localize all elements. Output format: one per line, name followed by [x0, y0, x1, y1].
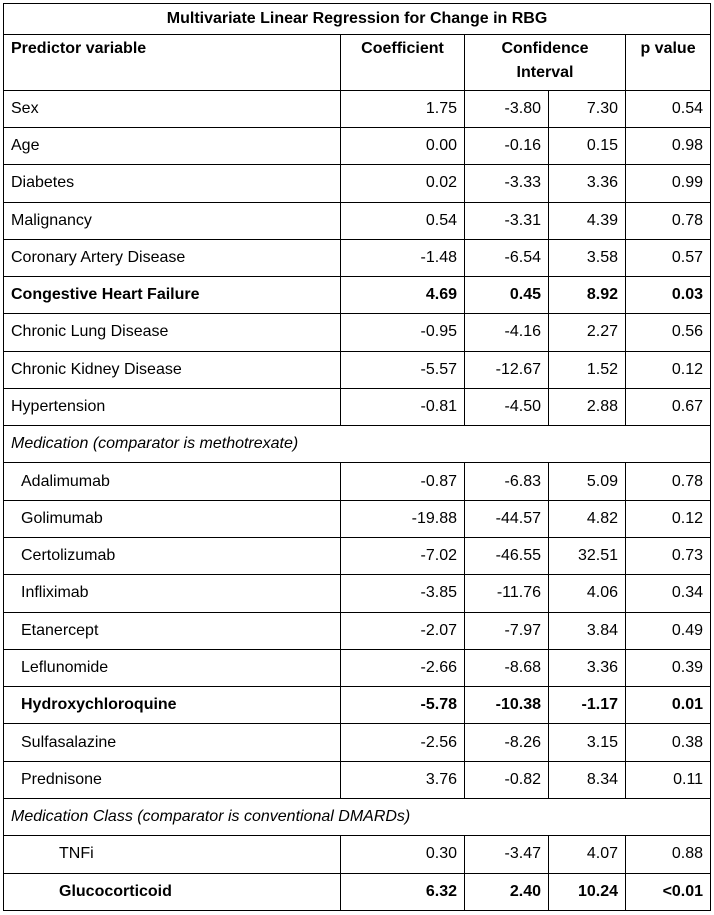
ci-lower-cell: -3.31: [465, 202, 549, 239]
coefficient-cell: 4.69: [341, 277, 465, 314]
row-label: Malignancy: [4, 202, 341, 239]
coefficient-cell: 0.02: [341, 165, 465, 202]
ci-upper-cell: 3.36: [549, 165, 626, 202]
coefficient-cell: -3.85: [341, 575, 465, 612]
ci-lower-cell: -46.55: [465, 538, 549, 575]
header-predictor: Predictor variable: [4, 35, 341, 90]
coefficient-cell: -1.48: [341, 239, 465, 276]
ci-lower-cell: -7.97: [465, 612, 549, 649]
table-row: [4, 612, 711, 649]
ci-upper-cell: 4.07: [549, 836, 626, 873]
table-row: [4, 575, 711, 612]
row-label: Hydroxychloroquine: [4, 687, 341, 724]
p-value-cell: 0.39: [626, 649, 711, 686]
ci-upper-cell: 3.58: [549, 239, 626, 276]
ci-upper-cell: 4.39: [549, 202, 626, 239]
header-p-value: p value: [626, 35, 711, 90]
table-row: [4, 127, 711, 164]
coefficient-cell: -2.66: [341, 649, 465, 686]
table-row: [4, 538, 711, 575]
table-row: [4, 239, 711, 276]
coefficient-cell: -0.87: [341, 463, 465, 500]
coefficient-cell: 0.00: [341, 127, 465, 164]
ci-upper-cell: 8.92: [549, 277, 626, 314]
coefficient-cell: 0.54: [341, 202, 465, 239]
coefficient-cell: -5.57: [341, 351, 465, 388]
ci-lower-cell: -8.68: [465, 649, 549, 686]
ci-lower-cell: -4.50: [465, 388, 549, 425]
ci-lower-cell: -3.80: [465, 90, 549, 127]
ci-upper-cell: 3.15: [549, 724, 626, 761]
p-value-cell: 0.98: [626, 127, 711, 164]
coefficient-cell: -0.95: [341, 314, 465, 351]
coefficient-cell: -2.07: [341, 612, 465, 649]
row-label: Coronary Artery Disease: [4, 239, 341, 276]
coefficient-cell: -2.56: [341, 724, 465, 761]
row-label: Certolizumab: [4, 538, 341, 575]
p-value-cell: 0.38: [626, 724, 711, 761]
regression-table: [3, 3, 711, 911]
ci-upper-cell: -1.17: [549, 687, 626, 724]
ci-upper-cell: 32.51: [549, 538, 626, 575]
ci-lower-cell: -0.82: [465, 761, 549, 798]
ci-lower-cell: -3.33: [465, 165, 549, 202]
row-label: Chronic Lung Disease: [4, 314, 341, 351]
table-row: [4, 836, 711, 873]
p-value-cell: <0.01: [626, 873, 711, 910]
table-row: [4, 761, 711, 798]
p-value-cell: 0.56: [626, 314, 711, 351]
table-row-significant: [4, 687, 711, 724]
ci-lower-cell: 2.40: [465, 873, 549, 910]
coefficient-cell: 1.75: [341, 90, 465, 127]
section-row-medication: [4, 426, 711, 463]
row-label: Infliximab: [4, 575, 341, 612]
regression-table-container: [3, 3, 710, 911]
row-label: Leflunomide: [4, 649, 341, 686]
coefficient-cell: 0.30: [341, 836, 465, 873]
table-row: [4, 90, 711, 127]
table-row: [4, 202, 711, 239]
ci-upper-cell: 4.82: [549, 500, 626, 537]
p-value-cell: 0.78: [626, 202, 711, 239]
p-value-cell: 0.12: [626, 500, 711, 537]
table-row: [4, 724, 711, 761]
p-value-cell: 0.34: [626, 575, 711, 612]
p-value-cell: 0.57: [626, 239, 711, 276]
p-value-cell: 0.11: [626, 761, 711, 798]
row-label: Congestive Heart Failure: [4, 277, 341, 314]
header-coefficient: Coefficient: [341, 35, 465, 90]
ci-lower-cell: -4.16: [465, 314, 549, 351]
table-title: Multivariate Linear Regression for Change in RBG: [4, 4, 711, 35]
ci-lower-cell: -6.83: [465, 463, 549, 500]
ci-lower-cell: -12.67: [465, 351, 549, 388]
table-row: [4, 388, 711, 425]
ci-lower-cell: -0.16: [465, 127, 549, 164]
row-label: Age: [4, 127, 341, 164]
coefficient-cell: -5.78: [341, 687, 465, 724]
ci-upper-cell: 8.34: [549, 761, 626, 798]
section-label-medication-class: Medication Class (comparator is conventional DMARDs): [4, 799, 711, 836]
ci-upper-cell: 5.09: [549, 463, 626, 500]
table-row: [4, 314, 711, 351]
coefficient-cell: -0.81: [341, 388, 465, 425]
ci-upper-cell: 10.24: [549, 873, 626, 910]
row-label: TNFi: [4, 836, 341, 873]
coefficient-cell: 6.32: [341, 873, 465, 910]
p-value-cell: 0.49: [626, 612, 711, 649]
row-label: Prednisone: [4, 761, 341, 798]
row-label: Glucocorticoid: [4, 873, 341, 910]
p-value-cell: 0.88: [626, 836, 711, 873]
ci-lower-cell: -6.54: [465, 239, 549, 276]
p-value-cell: 0.03: [626, 277, 711, 314]
ci-lower-cell: -11.76: [465, 575, 549, 612]
row-label: Chronic Kidney Disease: [4, 351, 341, 388]
ci-lower-cell: -10.38: [465, 687, 549, 724]
ci-upper-cell: 2.88: [549, 388, 626, 425]
ci-upper-cell: 3.36: [549, 649, 626, 686]
header-confidence-interval: Confidence Interval: [465, 35, 626, 90]
coefficient-cell: 3.76: [341, 761, 465, 798]
row-label: Etanercept: [4, 612, 341, 649]
p-value-cell: 0.01: [626, 687, 711, 724]
row-label: Sulfasalazine: [4, 724, 341, 761]
ci-upper-cell: 7.30: [549, 90, 626, 127]
ci-lower-cell: -8.26: [465, 724, 549, 761]
p-value-cell: 0.73: [626, 538, 711, 575]
ci-upper-cell: 0.15: [549, 127, 626, 164]
table-row-significant: [4, 873, 711, 910]
ci-upper-cell: 3.84: [549, 612, 626, 649]
p-value-cell: 0.67: [626, 388, 711, 425]
table-row: [4, 649, 711, 686]
ci-upper-cell: 1.52: [549, 351, 626, 388]
row-label: Adalimumab: [4, 463, 341, 500]
row-label: Golimumab: [4, 500, 341, 537]
section-label-medication: Medication (comparator is methotrexate): [4, 426, 711, 463]
row-label: Hypertension: [4, 388, 341, 425]
p-value-cell: 0.78: [626, 463, 711, 500]
table-row: [4, 351, 711, 388]
row-label: Diabetes: [4, 165, 341, 202]
table-title-row: [4, 4, 711, 35]
p-value-cell: 0.99: [626, 165, 711, 202]
ci-upper-cell: 2.27: [549, 314, 626, 351]
header-row: [4, 35, 711, 90]
ci-lower-cell: -44.57: [465, 500, 549, 537]
table-row-significant: [4, 277, 711, 314]
table-row: [4, 500, 711, 537]
row-label: Sex: [4, 90, 341, 127]
table-row: [4, 165, 711, 202]
p-value-cell: 0.54: [626, 90, 711, 127]
table-row: [4, 463, 711, 500]
ci-upper-cell: 4.06: [549, 575, 626, 612]
ci-lower-cell: 0.45: [465, 277, 549, 314]
section-row-medication-class: [4, 799, 711, 836]
coefficient-cell: -19.88: [341, 500, 465, 537]
p-value-cell: 0.12: [626, 351, 711, 388]
ci-lower-cell: -3.47: [465, 836, 549, 873]
coefficient-cell: -7.02: [341, 538, 465, 575]
